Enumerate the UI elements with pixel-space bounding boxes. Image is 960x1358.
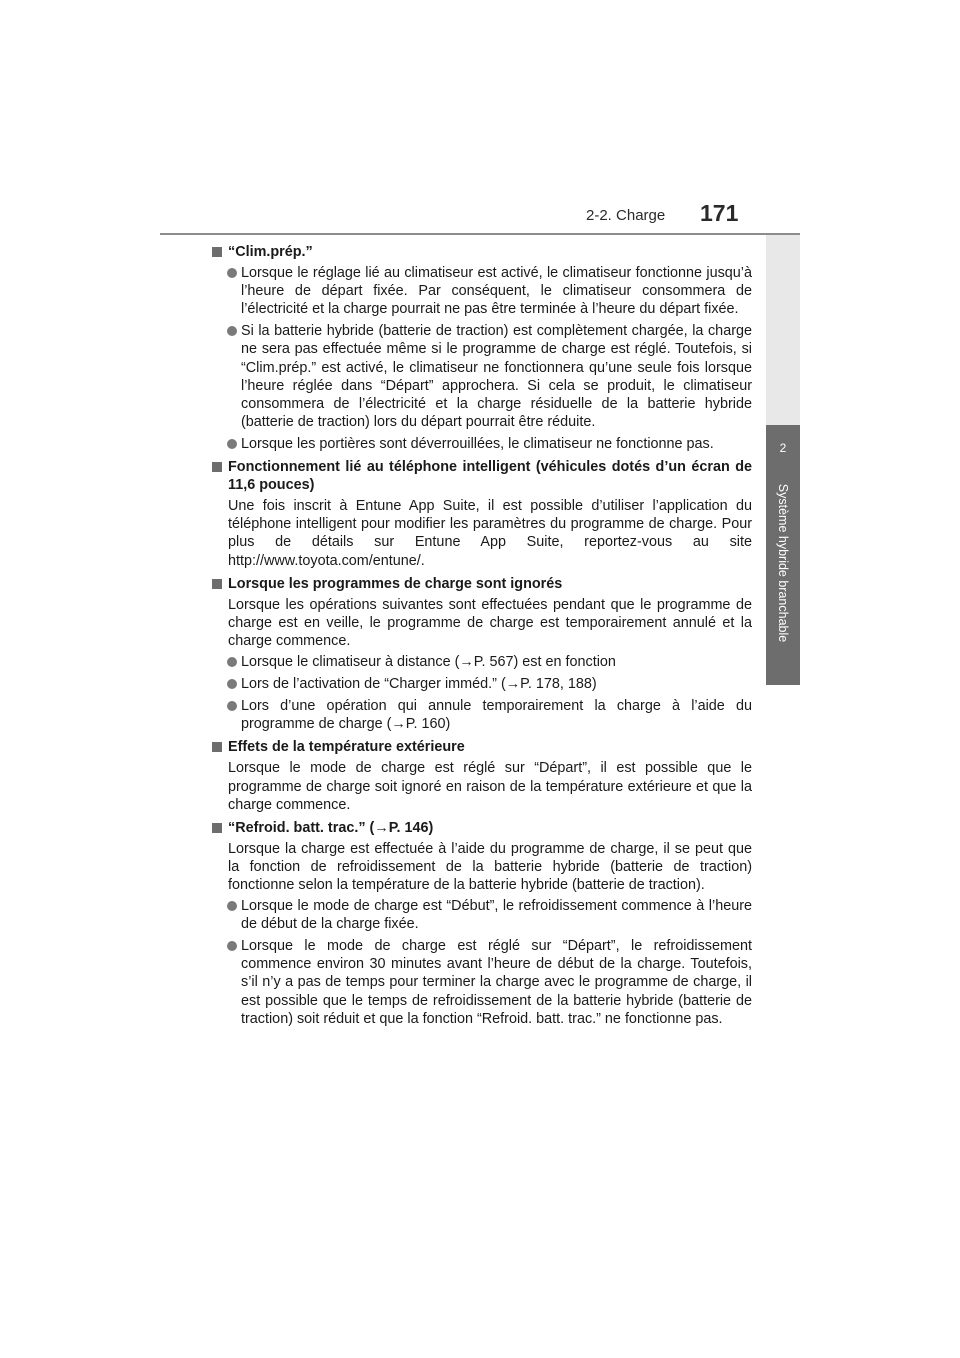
- section-heading: [210, 819, 752, 837]
- section-outside-temperature: [210, 738, 752, 813]
- round-bullet-icon: [227, 439, 237, 449]
- section-heading: [210, 738, 752, 756]
- section-programs-ignored: [210, 575, 752, 734]
- heading-text: Fonctionnement lié au téléphone intelligent (véhicules dotés d’un écran de 11,6 pouces): [228, 459, 752, 494]
- section-title: 2-2. Charge: [586, 207, 666, 224]
- page-content: [210, 243, 752, 1033]
- list-item: [210, 897, 752, 933]
- list-item: [210, 264, 752, 318]
- heading-text: “Clim.prép.”: [228, 244, 313, 260]
- square-bullet-icon: [212, 462, 222, 472]
- section-smartphone: [210, 458, 752, 570]
- square-bullet-icon: [212, 742, 222, 752]
- round-bullet-icon: [227, 701, 237, 711]
- section-paragraph: Lorsque le mode de charge est réglé sur “Départ”, il est possible que le programme de charge soit ignoré en raison de la température extérieure et que la charge commence.: [228, 760, 752, 813]
- list-item-text: Lorsque le réglage lié au climatiseur est activé, le climatiseur fonctionne jusqu’à l’heure de départ fixée. Par conséquent, le climatiseur consommera de l’électricité et la charge pourrait ne pas être terminée à l’heure du départ fixée.: [241, 265, 752, 318]
- list-item-text: Lorsque le climatiseur à distance (→P. 567) est en fonction: [241, 653, 616, 670]
- section-paragraph: Lorsque les opérations suivantes sont effectuées pendant que le programme de charge est en veille, le programme de charge est temporairement annulé et la charge commence.: [228, 596, 752, 649]
- round-bullet-icon: [227, 901, 237, 911]
- header-divider: [160, 233, 800, 235]
- section-heading: [210, 458, 752, 494]
- heading-text: “Refroid. batt. trac.” (→P. 146): [228, 819, 434, 836]
- list-item: [210, 697, 752, 733]
- round-bullet-icon: [227, 268, 237, 278]
- list-item-text: Lors de l’activation de “Charger imméd.” (→P. 178, 188): [241, 676, 597, 693]
- page-number: 171: [700, 200, 739, 226]
- list-item-text: Lorsque le mode de charge est “Début”, le refroidissement commence à l’heure de début de la charge fixée.: [241, 898, 752, 933]
- section-battery-cooling: [210, 819, 752, 1028]
- list-item-text: Lorsque le mode de charge est réglé sur “Départ”, le refroidissement commence environ 30 minutes avant l’heure de début de la charge. Toutefois, s’il n’y a pas de temps pour terminer la charge avec le programme de charge, il est possible que le temps de refroidissement de la batterie hybride (batterie de traction) soit réduit et que la fonction “Refroid. batt. trac.” ne fonctionne pas.: [241, 938, 752, 1027]
- square-bullet-icon: [212, 823, 222, 833]
- chapter-side-tab: [766, 425, 800, 685]
- list-item: [210, 937, 752, 1027]
- round-bullet-icon: [227, 679, 237, 689]
- list-item: [210, 322, 752, 431]
- list-item: [210, 435, 752, 453]
- chapter-number: 2: [779, 441, 787, 455]
- square-bullet-icon: [212, 247, 222, 257]
- square-bullet-icon: [212, 579, 222, 589]
- round-bullet-icon: [227, 326, 237, 336]
- round-bullet-icon: [227, 941, 237, 951]
- section-heading: [210, 243, 752, 261]
- list-item-text: Lors d’une opération qui annule temporairement la charge à l’aide du programme de charge (→P. 160): [241, 698, 752, 733]
- section-paragraph: Une fois inscrit à Entune App Suite, il est possible d’utiliser l’application du téléphone intelligent pour modifier les paramètres du programme de charge. Pour plus de détails sur Entune App Suite, reportez-vous au site http://www.toyota.com/entune/.: [228, 498, 752, 569]
- list-item: [210, 675, 752, 693]
- list-item: [210, 653, 752, 671]
- section-heading: [210, 575, 752, 593]
- section-paragraph: Lorsque la charge est effectuée à l’aide du programme de charge, il se peut que la fonction de refroidissement de la batterie hybride (batterie de traction) fonctionne selon la température de la batterie hybride (batterie de traction).: [228, 840, 752, 893]
- heading-text: Lorsque les programmes de charge sont ignorés: [228, 575, 563, 592]
- heading-text: Effets de la température extérieure: [228, 739, 465, 756]
- list-item-text: Lorsque les portières sont déverrouillées, le climatiseur ne fonctionne pas.: [241, 435, 714, 452]
- round-bullet-icon: [227, 657, 237, 667]
- chapter-label: Système hybride branchable: [776, 483, 790, 643]
- section-clim-prep: [210, 243, 752, 453]
- side-tab-light-band: [766, 235, 800, 451]
- list-item-text: Si la batterie hybride (batterie de traction) est complètement chargée, la charge ne sera pas effectuée même si le programme de charge est réglé. Toutefois, si “Clim.prép.” est activé, le climatiseur ne fonctionnera qu’une seule fois lorsque l’heure réglée dans “Départ” approchera. Si cela se produit, le climatiseur consommera de l’électricité et la charge résiduelle de la batterie hybride (batterie de traction) lors du départ pourrait être réduite.: [241, 323, 752, 430]
